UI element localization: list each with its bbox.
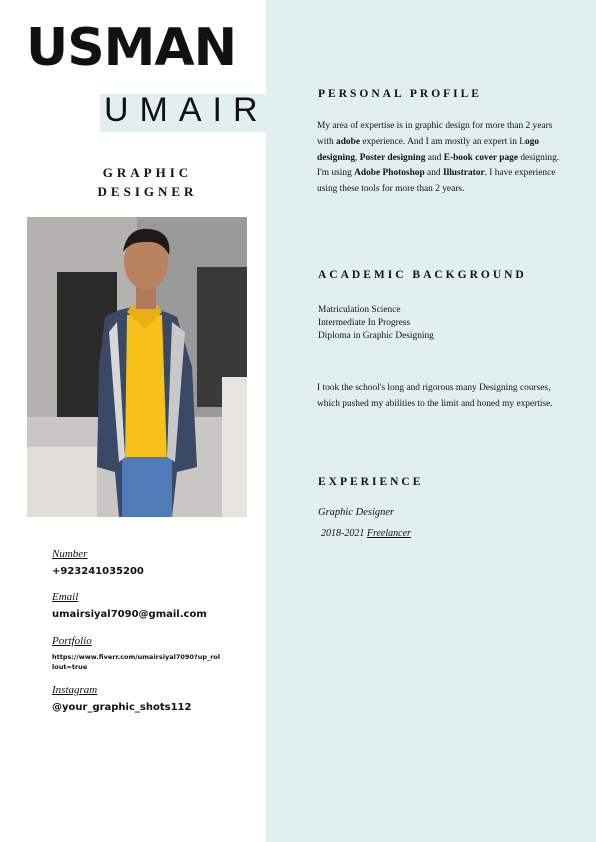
instagram-value[interactable]: @your_graphic_shots112 bbox=[52, 702, 192, 713]
experience-company: Freelancer bbox=[366, 528, 411, 539]
email-value[interactable]: umairsiyal7090@gmail.com bbox=[52, 609, 207, 620]
profile-photo bbox=[27, 217, 247, 517]
personal-profile-text: My area of expertise is in graphic design for more than 2 years with adobe experience. And I am mostly an expert in Logo designing, Poster designing and E-book cover page designing. I'm using Adobe Photoshop and Illustrator. I have experience using these tools for more than 2 years. bbox=[317, 121, 560, 195]
academic-item: Matriculation Science bbox=[318, 305, 401, 315]
academic-item: Diploma in Graphic Designing bbox=[318, 331, 434, 341]
instagram-label: Instagram bbox=[52, 684, 98, 696]
portfolio-label: Portfolio bbox=[52, 635, 92, 647]
portfolio-link[interactable]: https://www.fiverr.com/umairsiyal7090?up_rollout=true bbox=[52, 653, 221, 671]
last-name: UMAIR bbox=[104, 91, 269, 129]
experience-heading: EXPERIENCE bbox=[318, 476, 424, 488]
portrait-illustration bbox=[27, 217, 247, 517]
experience-years: 2018-2021 bbox=[321, 528, 365, 539]
experience-line bbox=[321, 528, 411, 539]
academic-item: Intermediate In Progress bbox=[318, 318, 411, 328]
experience-role: Graphic Designer bbox=[318, 507, 395, 518]
number-value: +923241035200 bbox=[52, 566, 144, 577]
first-name: USMAN bbox=[26, 18, 237, 78]
email-label: Email bbox=[52, 591, 79, 603]
personal-profile-heading: PERSONAL PROFILE bbox=[318, 88, 482, 100]
academic-background-heading: ACADEMIC BACKGROUND bbox=[318, 269, 527, 281]
job-title: GRAPHIC DESIGNER bbox=[97, 165, 198, 199]
number-label: Number bbox=[52, 548, 88, 560]
academic-paragraph: I took the school's long and rigorous many Designing courses, which pushed my abilities to the limit and honed my expertise. bbox=[317, 383, 553, 409]
academic-list bbox=[318, 304, 434, 343]
